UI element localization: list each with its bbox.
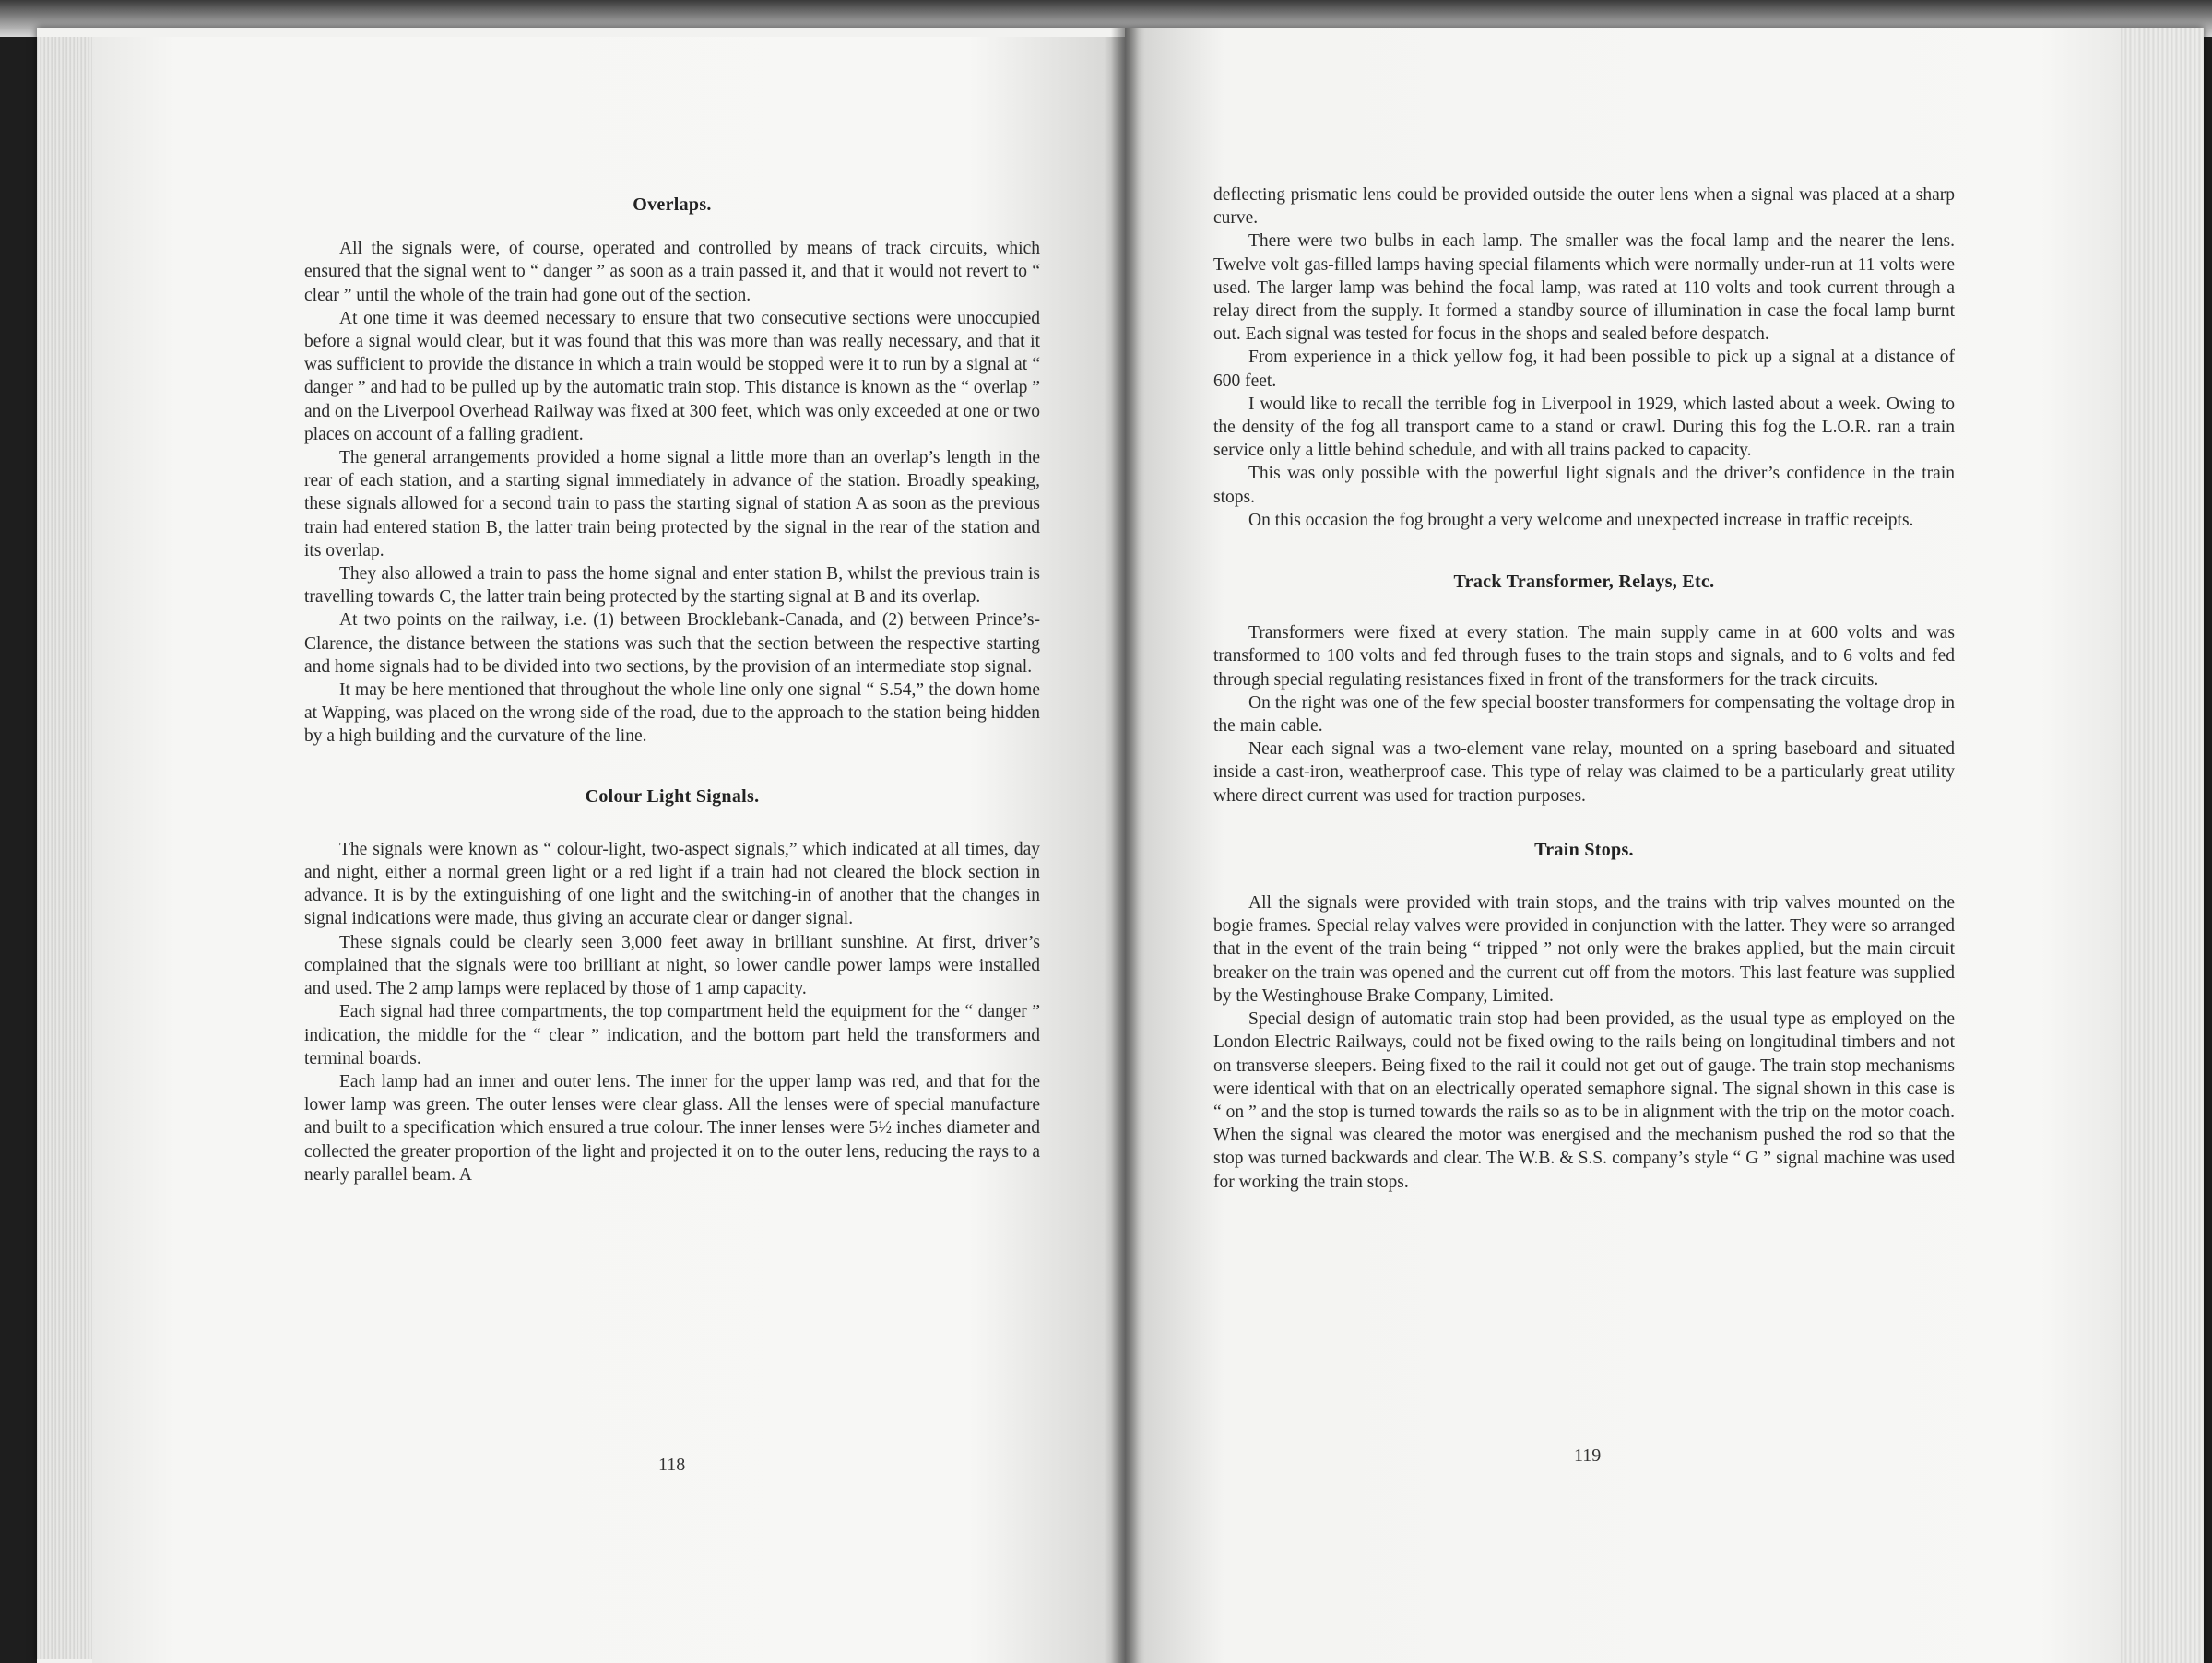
left-page-edges xyxy=(37,37,92,1659)
heading-colour-light-signals: Colour Light Signals. xyxy=(585,785,760,807)
paragraph: They also allowed a train to pass the home signal and enter station B, whilst the previous train is travelling towards C, the latter train being protected by the starting signal at B and its overlap. xyxy=(304,564,1040,607)
paragraph: Transformers were fixed at every station. The main supply came in at 600 volts and was transformed to 100 volts and fed through fuses to the train stops and signals, and to 6 volts and fed through special regulating resistances fixed in front of the transformers for the track circuits. xyxy=(1213,623,1955,690)
heading-track-transformer: Track Transformer, Relays, Etc. xyxy=(1453,572,1715,593)
paragraph: The general arrangements provided a home signal a little more than an overlap’s length in the rear of each station, and a starting signal immediately in advance of the station. Broadly speaking, these signals allowed for a second train to pass the starting signal of station A as soon as the previous train had entered station B, the latter train being protected by the signal in the rear of the station and its overlap. xyxy=(304,448,1040,560)
book-gutter xyxy=(1111,28,1139,1663)
paragraph: Near each signal was a two-element vane relay, mounted on a spring baseboard and situated inside a cast-iron, weatherproof case. This type of relay was claimed to be a particularly great utility where direct current was used for traction purposes. xyxy=(1213,739,1955,806)
paragraph: Each lamp had an inner and outer lens. The inner for the upper lamp was red, and that for the lower lamp was green. The outer lenses were clear glass. All the lenses were of special manufacture and built to a specification which ensured a true colour. The inner lenses were 5½ inches diameter and collected the greater proportion of the light and projected it on to the outer lens, reducing the rays to a nearly parallel beam. A xyxy=(304,1071,1040,1185)
paragraph: There were two bulbs in each lamp. The smaller was the focal lamp and the nearer the lens. Twelve volt gas-filled lamps having special filaments which were normally under-run at 11 volts were used. The larger lamp was behind the focal lamp, was rated at 110 volts and took current through a relay direct from the supply. It formed a standby source of illumination in case the focal lamp burnt out. Each signal was tested for focus in the shops and sealed before despatch. xyxy=(1213,231,1955,345)
paragraph: At one time it was deemed necessary to ensure that two consecutive sections were unoccupied before a signal would clear, but it was found that this was more than was really necessary, and that it was sufficient to provide the distance in which a train would be stopped were it to run by a signal at “ danger ” and had to be pulled up by the automatic train stop. This distance is known as the “ overlap ” and on the Liverpool Overhead Railway was fixed at 300 feet, which was only exceeded at one or two places on account of a falling gradient. xyxy=(304,308,1040,444)
paragraph: At two points on the railway, i.e. (1) between Brocklebank-Canada, and (2) between Prince’s-Clarence, the distance between the stations was such that the section between the respective starting and home signals had to be divided into two sections, by the provision of an intermediate stop signal. xyxy=(304,610,1040,677)
paragraph: deflecting prismatic lens could be provided outside the outer lens when a signal was placed at a sharp curve. xyxy=(1213,185,1955,229)
paragraph: Each signal had three compartments, the top compartment held the equipment for the “ danger ” indication, the middle for the “ clear ” indication, and the bottom part held the transformers and terminal boards. xyxy=(304,1002,1040,1068)
paragraph: These signals could be clearly seen 3,000 feet away in brilliant sunshine. At first, driver’s complained that the signals were too brilliant at night, so lower candle power lamps were installed and used. The 2 amp lamps were replaced by those of 1 amp capacity. xyxy=(304,932,1040,999)
paragraph: All the signals were provided with train stops, and the trains with trip valves mounted on the bogie frames. Special relay valves were provided in conjunction with the latter. They were so arranged that in the event of the train being “ tripped ” not only were the brakes applied, but the main circuit breaker on the train was opened and the current cut off from the motors. This last feature was supplied by the Westinghouse Brake Company, Limited. xyxy=(1213,893,1955,1006)
paragraph: On the right was one of the few special booster transformers for compensating the voltage drop in the main cable. xyxy=(1213,692,1955,737)
paragraph: I would like to recall the terrible fog in Liverpool in 1929, which lasted about a week. Owing to the density of the fog all transport came to a stand or crawl. During this fog the L.O.R. ran a train service only a little behind schedule, and with all trains packed to capacity. xyxy=(1213,394,1955,461)
left-page-text xyxy=(304,194,1040,1186)
paragraph: On this occasion the fog brought a very welcome and unexpected increase in traffic receipts. xyxy=(1248,510,1914,530)
page-number-right: 119 xyxy=(1574,1445,1602,1466)
paragraph: The signals were known as “ colour-light, two-aspect signals,” which indicated at all times, day and night, either a normal green light or a red light if a train had not cleared the block section in advance. It is by the extinguishing of one light and the switching-in of another that the changes in signal indications were made, thus giving an accurate clear or danger signal. xyxy=(304,839,1040,929)
paragraph: All the signals were, of course, operated and controlled by means of track circuits, which ensured that the signal went to “ danger ” as soon as a train passed it, and that it would not revert to “ clear ” until the whole of the train had gone out of the section. xyxy=(304,239,1040,305)
paragraph: It may be here mentioned that throughout the whole line only one signal “ S.54,” the down home at Wapping, was placed on the wrong side of the road, due to the approach to the station being hidden by a high building and the curvature of the line. xyxy=(304,680,1040,747)
paragraph: Special design of automatic train stop had been provided, as the usual type as employed on the London Electric Railways, could not be fixed owing to the rails being on longitudinal timbers and not on transverse sleepers. Being fixed to the rail it could not get out of gauge. The train stop mechanisms were identical with that on an electrically operated semaphore signal. The signal shown in this case is “ on ” and the stop is turned towards the rails so as to be in alignment with the trip on the motor coach. When the signal was cleared the motor was energised and the mechanism pushed the rod so that the stop was turned backwards and clear. The W.B. & S.S. company’s style “ G ” signal machine was used for working the train stops. xyxy=(1213,1009,1955,1192)
heading-overlaps: Overlaps. xyxy=(633,195,712,215)
page-number-left: 118 xyxy=(658,1455,686,1475)
paragraph: This was only possible with the powerful light signals and the driver’s confidence in the train stops. xyxy=(1213,464,1955,507)
paragraph: From experience in a thick yellow fog, it had been possible to pick up a signal at a distance of 600 feet. xyxy=(1213,348,1955,391)
right-page-text xyxy=(1213,183,1955,1194)
heading-train-stops: Train Stops. xyxy=(1534,839,1634,860)
right-page-edges xyxy=(2121,28,2204,1663)
